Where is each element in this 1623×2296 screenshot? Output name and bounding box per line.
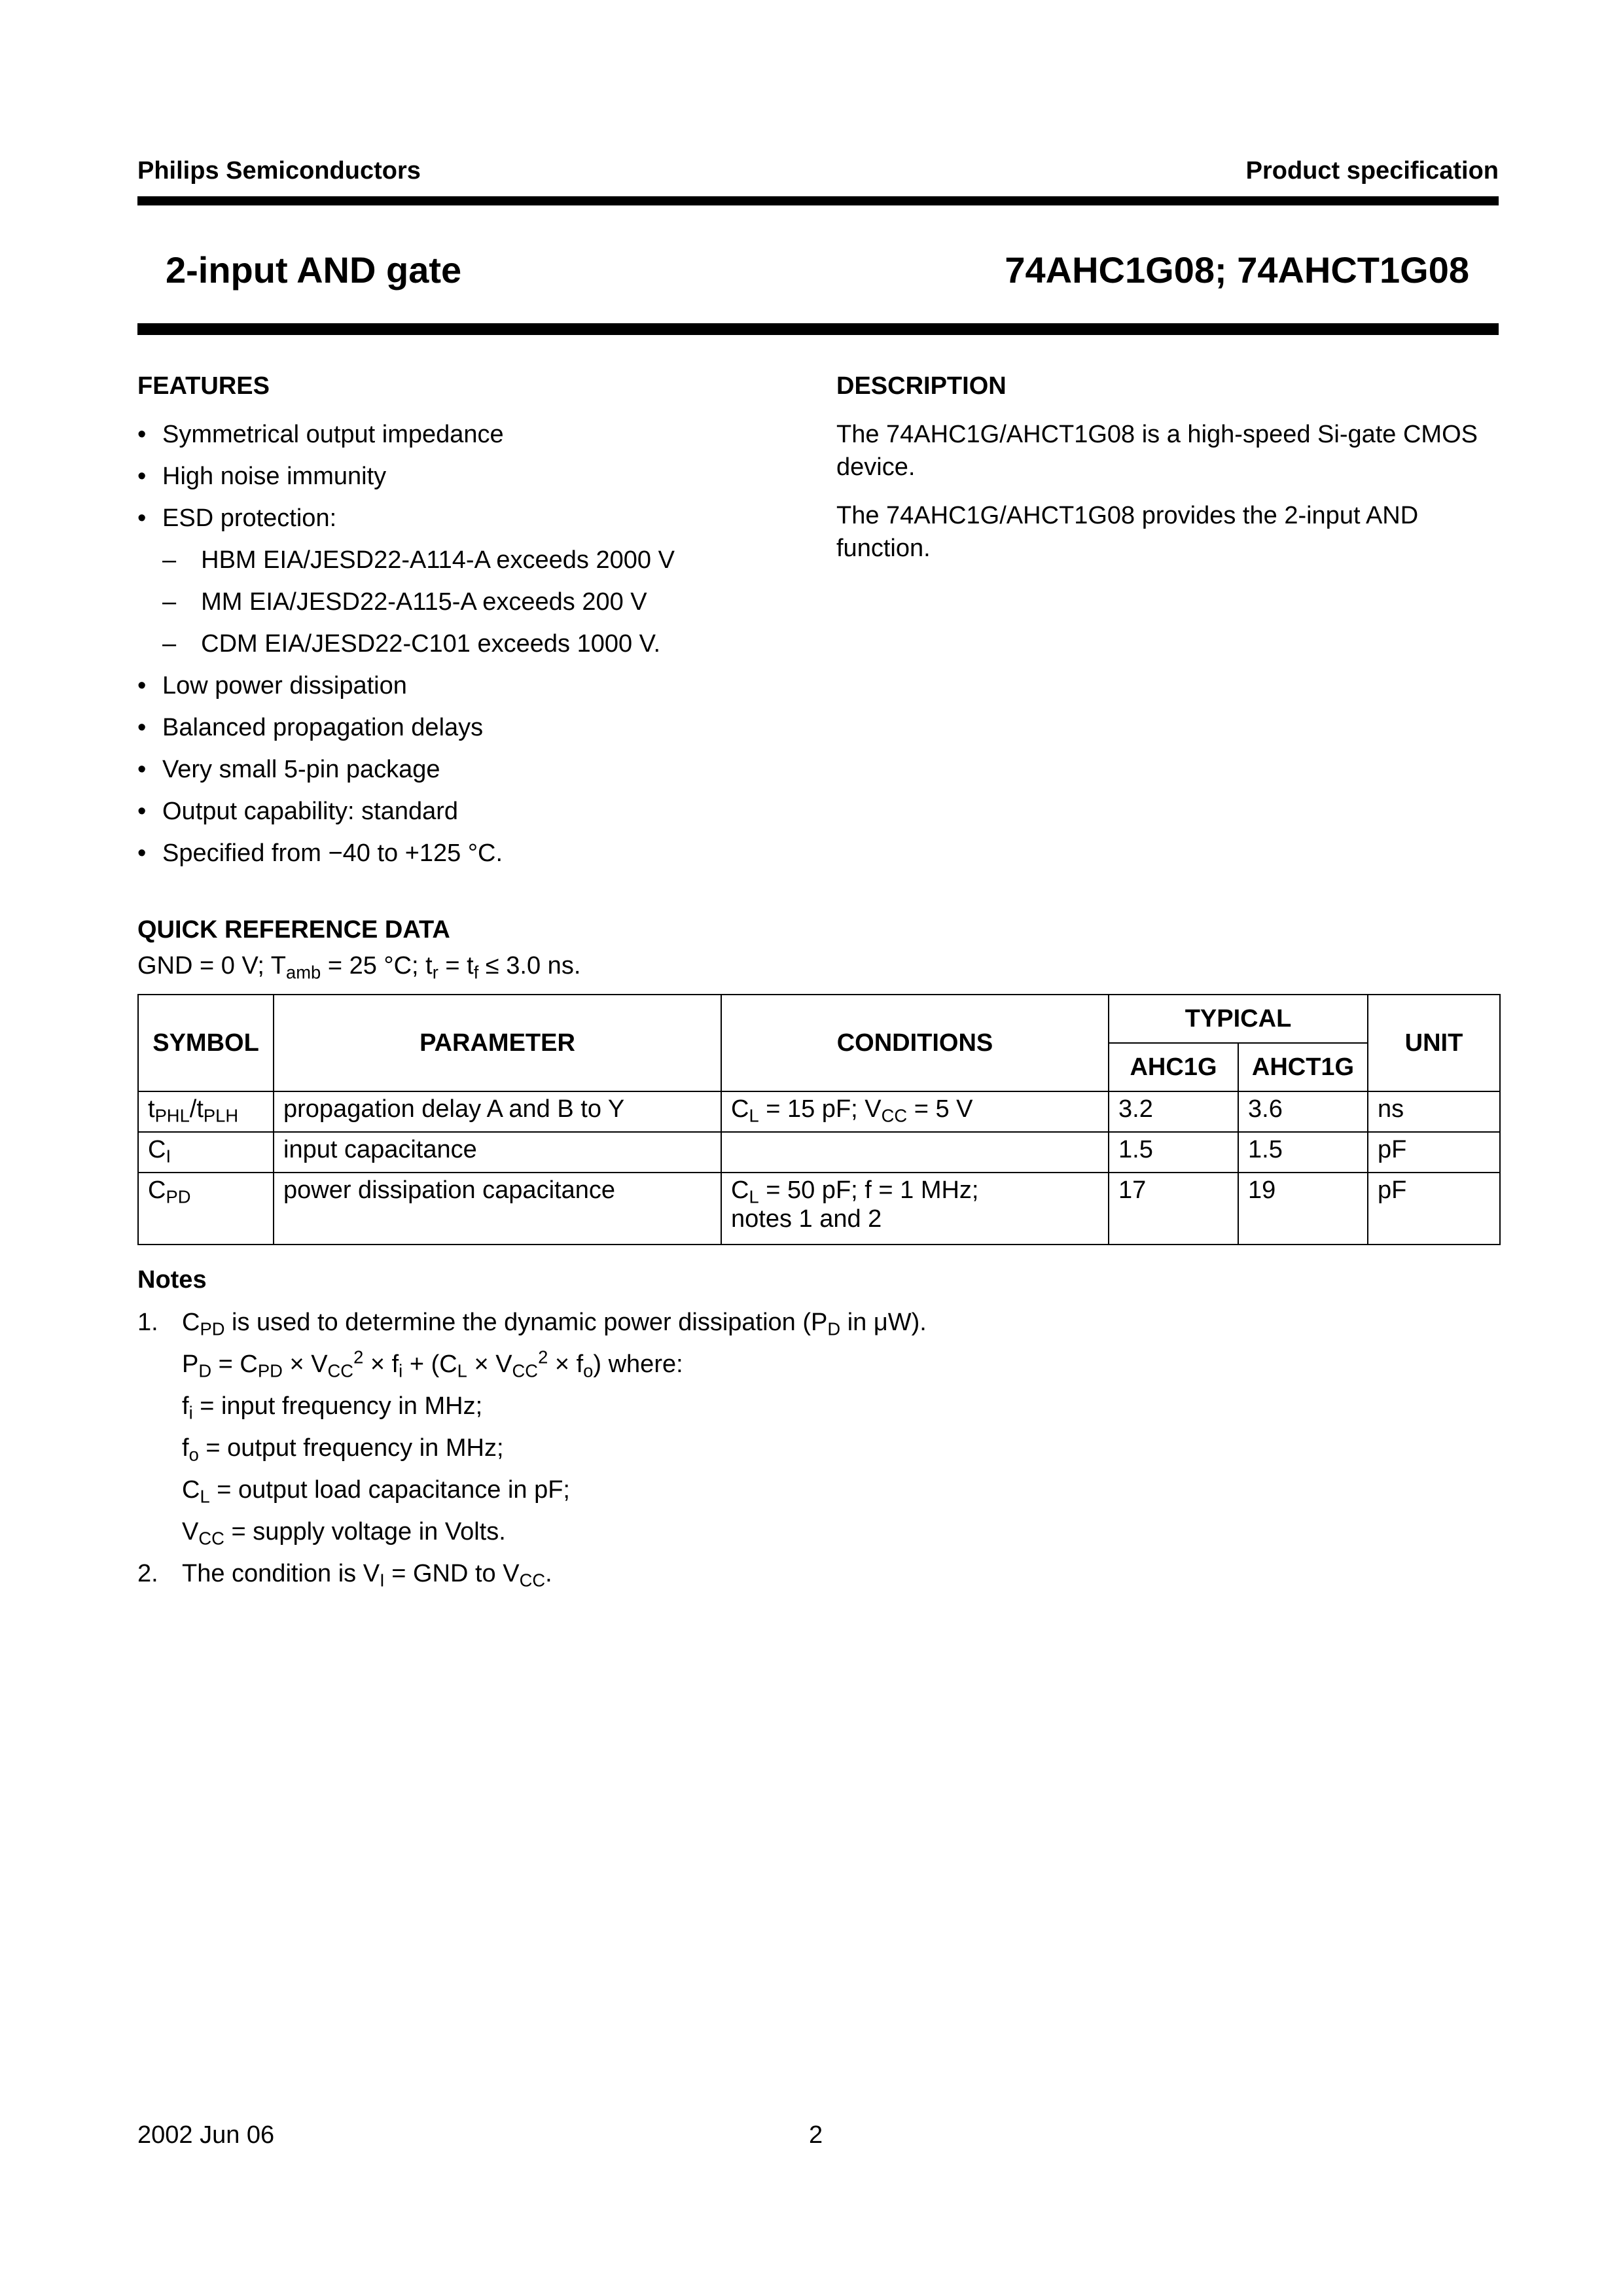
col-ahc1g: AHC1G [1109, 1043, 1238, 1091]
col-parameter: PARAMETER [274, 995, 721, 1091]
list-item: – MM EIA/JESD22-A115-A exceeds 200 V [162, 588, 647, 616]
table-row [138, 1132, 1500, 1173]
note-1-fi: $f_i$ = input frequency in MHz; [182, 1392, 483, 1423]
list-item: • Symmetrical output impedance [137, 421, 504, 448]
cell-conditions [721, 1132, 1109, 1173]
cell-ahc1g: 1.5 [1109, 1132, 1238, 1173]
doc-type: Product specification [1245, 157, 1499, 185]
col-typical: TYPICAL [1109, 995, 1368, 1043]
cell-unit: ns [1368, 1091, 1500, 1132]
list-item: – HBM EIA/JESD22-A114-A exceeds 2000 V [162, 546, 675, 574]
cell-conditions: $C_L = 15$ pF; $V_{CC} = 5$ V [721, 1091, 1109, 1132]
list-item: • Output capability: standard [137, 798, 459, 825]
cell-parameter: input capacitance [274, 1132, 721, 1173]
header-rule-bottom [137, 323, 1499, 335]
cell-ahct1g: 3.6 [1238, 1091, 1368, 1132]
list-item: • Specified from −40 to +125 °C. [137, 839, 503, 867]
note-1-vcc: $V_{CC}$ = supply voltage in Volts. [182, 1518, 506, 1549]
cell-parameter: power dissipation capacitance [274, 1173, 721, 1245]
note-1-cl: $C_L$ = output load capacitance in pF; [182, 1476, 570, 1507]
table-row [138, 1173, 1500, 1245]
quick-ref-conditions: GND = 0 V; $T_{amb} = 25$ °C; $t_r = t_f \le 3.0$ ns. [137, 952, 581, 983]
description-heading: DESCRIPTION [836, 372, 1007, 400]
cell-ahct1g: 1.5 [1238, 1132, 1368, 1173]
list-item: • High noise immunity [137, 463, 387, 490]
list-item: – CDM EIA/JESD22-C101 exceeds 1000 V. [162, 630, 661, 658]
list-item: • Very small 5-pin package [137, 756, 440, 783]
table-row [138, 1091, 1500, 1132]
footer-date: 2002 Jun 06 [137, 2121, 275, 2149]
description-p2: The 74AHC1G/AHCT1G08 provides the 2-input AND function. [836, 502, 1419, 562]
cell-symbol: $C_{PD}$ [138, 1173, 274, 1245]
col-symbol: SYMBOL [138, 995, 274, 1091]
notes-heading: Notes [137, 1266, 207, 1294]
part-number: 74AHC1G08; 74AHCT1G08 [1005, 249, 1469, 291]
note-2-number: 2. [137, 1560, 158, 1587]
col-unit: UNIT [1368, 995, 1500, 1091]
list-item: • Balanced propagation delays [137, 714, 484, 741]
footer-page-number: 2 [809, 2121, 823, 2149]
list-item: • Low power dissipation [137, 672, 407, 699]
cell-symbol: $C_I$ [138, 1132, 274, 1173]
note-1-formula: $P_D = C_{PD} \times V_{CC}^2 \times f_i + (C_L \times V_{CC}^2 \times f_o)$ where: [182, 1347, 683, 1381]
cell-unit: pF [1368, 1132, 1500, 1173]
features-heading: FEATURES [137, 372, 270, 400]
col-ahct1g: AHCT1G [1238, 1043, 1368, 1091]
note-1-number: 1. [137, 1309, 158, 1336]
quick-ref-heading: QUICK REFERENCE DATA [137, 916, 450, 944]
company-name: Philips Semiconductors [137, 157, 421, 185]
list-item: • ESD protection: [137, 504, 337, 532]
cell-unit: pF [1368, 1173, 1500, 1245]
cell-ahc1g: 3.2 [1109, 1091, 1238, 1132]
cell-parameter: propagation delay A and B to Y [274, 1091, 721, 1132]
page-title: 2-input AND gate [166, 249, 462, 291]
description-p1: The 74AHC1G/AHCT1G08 is a high-speed Si-gate CMOS device. [836, 421, 1478, 481]
quick-ref-table [137, 994, 1501, 1245]
header-rule-top [137, 196, 1499, 205]
col-conditions: CONDITIONS [721, 995, 1109, 1091]
cell-symbol: $t_{PHL}/t_{PLH}$ [138, 1091, 274, 1132]
cell-ahc1g: 17 [1109, 1173, 1238, 1245]
note-2-text: The condition is $V_I$ = GND to $V_{CC}$. [182, 1560, 552, 1591]
note-1-fo: $f_o$ = output frequency in MHz; [182, 1434, 504, 1465]
cell-ahct1g: 19 [1238, 1173, 1368, 1245]
cell-conditions: $C_L = 50$ pF; f = 1 MHz; notes 1 and 2 [721, 1173, 1109, 1245]
note-1-text: $C_{PD}$ is used to determine the dynamic power dissipation ($P_D$ in μW). [182, 1309, 927, 1339]
